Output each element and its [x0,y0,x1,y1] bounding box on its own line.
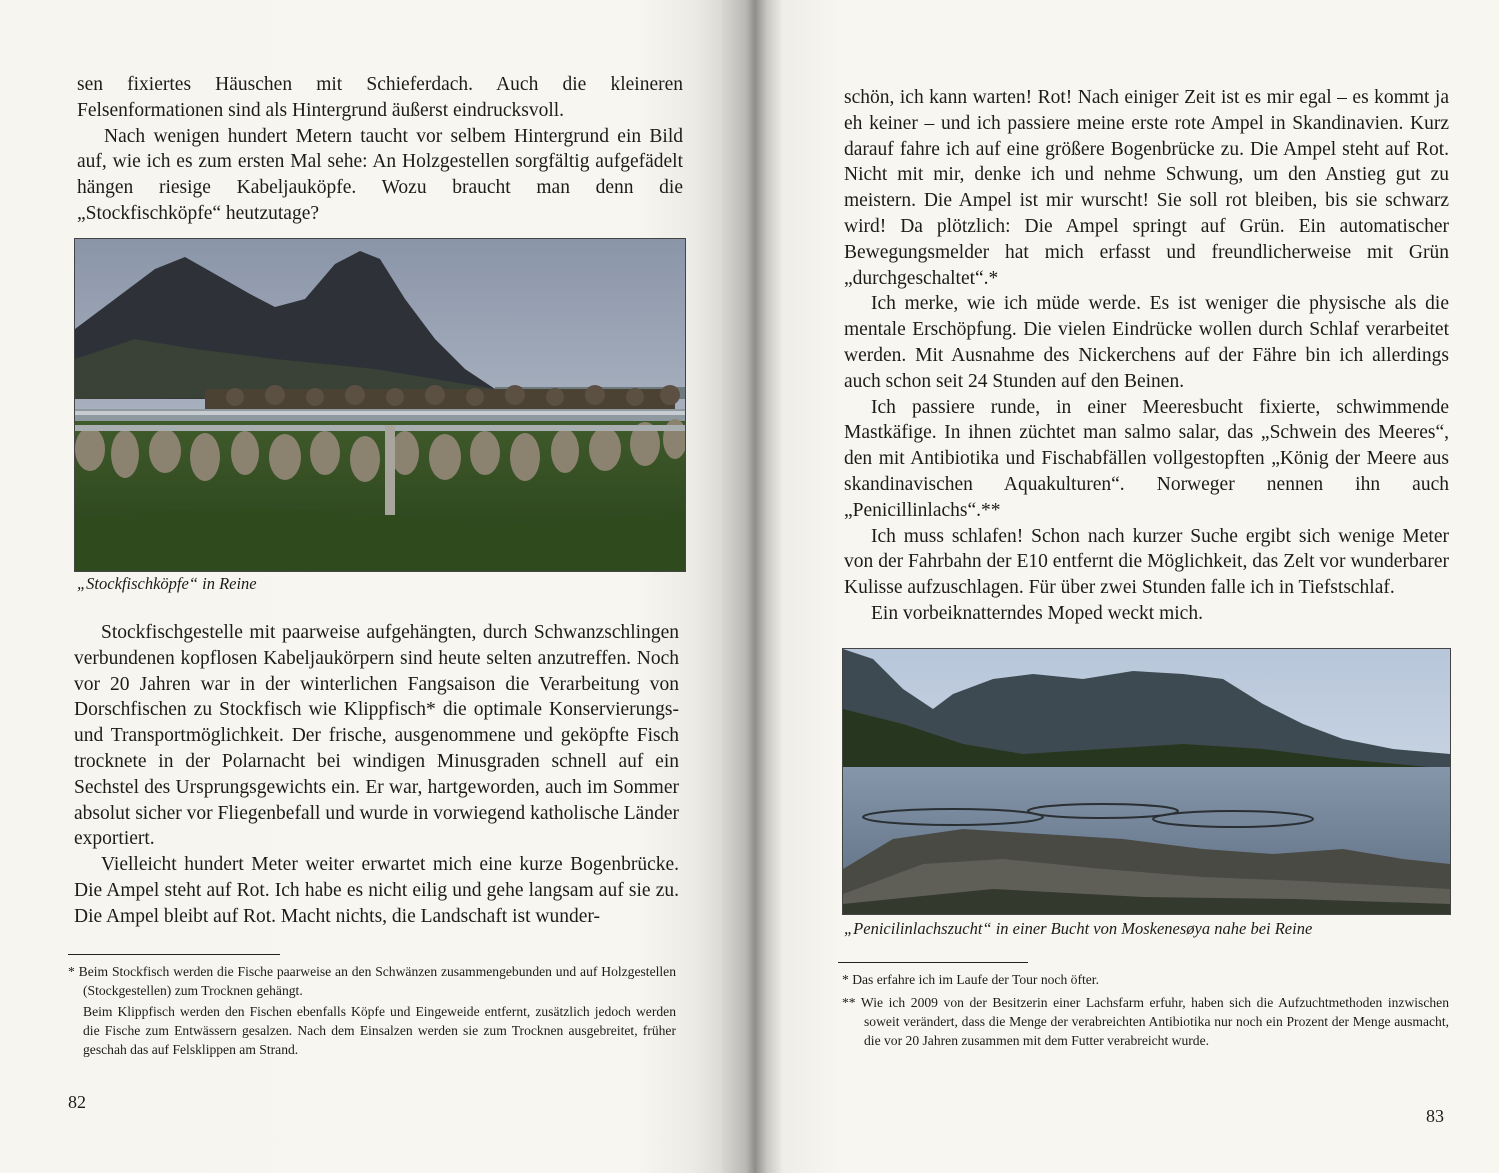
paragraph: Nach wenigen hundert Metern taucht vor selbem Hintergrund ein Bild auf, wie ich es zum ersten Mal sehe: An Holzgestellen sorgfältig aufgefädelt hängen riesige Kabeljauköpfe. Wozu braucht man denn die „Stockfischköpfe“ heutzutage? [77,125,683,224]
paragraph: Ich merke, wie ich müde werde. Es ist weniger die physische als die mentale Erschöpfung. Die vielen Eindrücke wollen durch Schlaf verarbeitet werden. Mit Ausnahme des Nickerchens auf der Fähre bin ich allerdings auch schon seit 24 Stunden auf den Beinen. [844,293,1449,392]
stockfish-photo [74,238,686,572]
paragraph: sen fixiertes Häuschen mit Schieferdach. Auch die kleineren Felsenformationen sind als Hintergrund äußerst eindrucksvoll. [77,74,683,121]
page-number: 82 [68,1092,86,1112]
footnote: * Beim Stockfisch werden die Fische paarweise an den Schwänzen zusammengebunden und auf Holzgestellen (Stockgestellen) zum Trocknen gehängt. [68,964,676,998]
left-caption: „Stockfischköpfe“ in Reine [77,574,257,593]
book-gutter [722,0,782,1173]
paragraph: Ein vorbeiknatterndes Moped weckt mich. [871,602,1203,624]
left-top-text [77,72,683,227]
footnote-rule [68,954,280,955]
paragraph: Ich passiere runde, in einer Meeresbucht fixierte, schwimmende Mastkäfige. In ihnen züchtet man salmo salar, das „Schwein des Meeres“, den mit Antibiotika und Fischabfällen vollgestopften „König der Meere aus skandinavischen Aquakulturen“. Norweger nennen ihn auch „Penicillinlachs“.** [844,396,1449,521]
right-page [782,0,1499,1173]
paragraph: Stockfischgestelle mit paarweise aufgehängten, durch Schwanzschlingen verbundenen kopflosen Kabeljaukörpern sind heute selten anzutreffen. Noch vor 20 Jahren war in der winterlichen Fangsaison die Verarbeitung von Dorschfischen zu Stockfisch wie Klippfisch* die optimale Konservierungs- und Transportmöglichkeit. Der frische, ausgenommene und geköpfte Fisch trocknete in der Polarnacht bei windigen Minusgraden schnell auf ein Sechstel des Ursprungsgewichts ein. Er war, hartgeworden, auch im Sommer absolut sicher vor Fliegenbefall und wurde in vorwiegend katholische Länder exportiert. [74,622,679,850]
paragraph: schön, ich kann warten! Rot! Nach einiger Zeit ist es mir egal – es kommt ja eh keiner – und ich passiere meine erste rote Ampel in Skandinavien. Kurz darauf fahre ich auf eine größere Bogenbrücke zu. Die Ampel steht auf Rot. Nicht mit mir, denke ich und nehme Schwung, um den Anstieg gut zu meistern. Die Ampel ist mir wurscht! Sie soll rot bleiben, bis sie schwarz wird! Da plötzlich: Die Ampel springt auf Grün. Ein automatischer Bewegungsmelder hat mich erfasst und freundlicherweise mit Grün „durchgeschaltet“.* [844,87,1449,289]
left-page [0,0,722,1173]
fjord-salmon-farm-photo [842,648,1451,915]
paragraph: Ich muss schlafen! Schon nach kurzer Suche ergibt sich wenige Meter von der Fahrbahn der E10 entfernt die Möglichkeit, das Zelt vor wunderbarer Kulisse aufzuschlagen. Für über zwei Stunden falle ich in Tiefstschlaf. [844,525,1449,599]
right-text [844,85,1449,627]
footnote-continuation: Beim Klippfisch werden den Fischen ebenfalls Köpfe und Eingeweide entfernt, zusätzlich jedoch werden die Fische zum Entwässern gesalzen. Nach dem Einsalzen werden sie zum Trocknen ausgebreitet, früher geschah das auf Felsklippen am Strand. [83,1004,676,1057]
right-caption: „Penicilinlachszucht“ in einer Bucht von Moskenesøya nahe bei Reine [844,919,1313,938]
left-bottom-text [74,620,679,930]
left-footnotes [68,962,676,1059]
page-number: 83 [1426,1106,1444,1126]
right-footnotes [842,970,1449,1050]
footnote: * Das erfahre ich im Laufe der Tour noch öfter. [842,972,1099,987]
footnote: ** Wie ich 2009 von der Besitzerin einer Lachsfarm erfuhr, haben sich die Aufzuchtmethoden inzwischen soweit verändert, dass die Menge der verabreichten Antibiotika nur noch ein Prozent der Menge ausmacht, die vor 20 Jahren zusammen mit dem Futter verabreicht wurde. [842,995,1449,1048]
footnote-rule [838,962,1028,963]
paragraph: Vielleicht hundert Meter weiter erwartet mich eine kurze Bogenbrücke. Die Ampel steht auf Rot. Ich habe es nicht eilig und gehe langsam auf sie zu. Die Ampel bleibt auf Rot. Macht nichts, die Landschaft ist wunder- [74,854,679,927]
